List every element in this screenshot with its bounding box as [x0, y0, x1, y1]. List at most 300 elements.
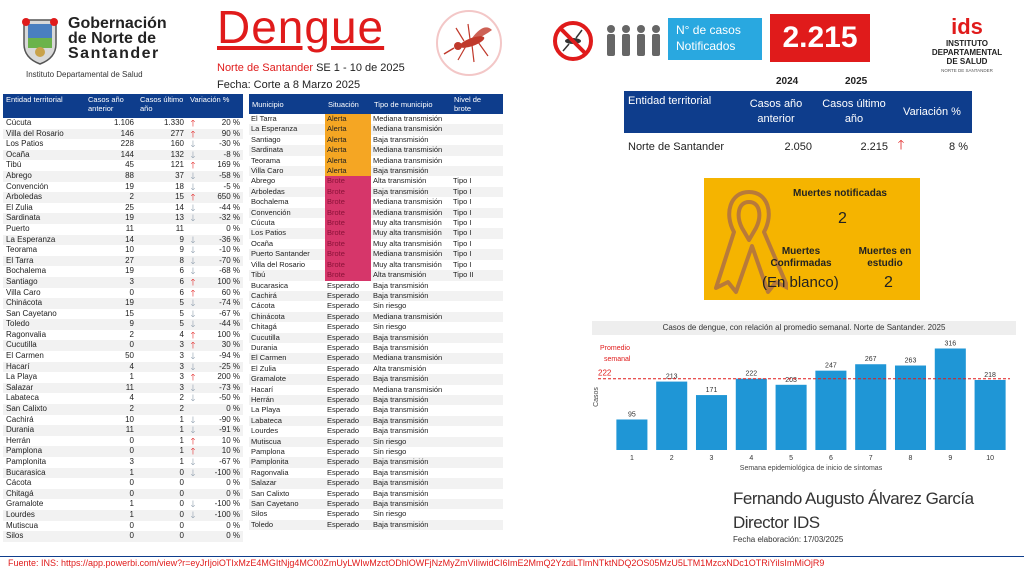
prev-cell: 27	[85, 256, 137, 267]
entity-cell: Mutiscua	[6, 520, 39, 530]
entity-cell: Convención	[6, 181, 49, 191]
table-row[interactable]	[3, 499, 243, 510]
table-row[interactable]	[249, 509, 503, 519]
table-row[interactable]	[249, 166, 503, 176]
tipo-cell: Mediana transmisión	[371, 208, 451, 218]
nivel-cell	[451, 509, 503, 519]
table-row[interactable]	[249, 447, 503, 457]
table-row[interactable]	[249, 499, 503, 509]
variation-cell: -8 %	[199, 150, 243, 161]
bar	[736, 379, 767, 450]
table-row[interactable]	[3, 404, 243, 415]
bar	[815, 371, 846, 450]
variation-cell: 20 %	[221, 118, 240, 127]
nivel-cell	[451, 301, 503, 311]
situacion-cell: Esperado	[327, 301, 360, 311]
nivel-cell	[451, 499, 503, 509]
municipio-cell: Puerto Santander	[249, 249, 325, 259]
municipio-cell: Tibú	[249, 270, 325, 280]
trend-down-icon: 🡓	[187, 213, 199, 224]
prev-cell: 14	[85, 235, 137, 246]
curr-cell: 3	[137, 383, 187, 394]
tipo-cell: Mediana transmisión	[371, 145, 451, 155]
situacion-cell: Esperado	[327, 488, 360, 498]
variation-cell: 90 %	[199, 129, 243, 140]
variation-cell: 0 %	[226, 223, 240, 233]
variation-cell: 30 %	[199, 340, 243, 351]
x-tick-label: 9	[948, 455, 953, 462]
x-tick-label: 7	[868, 455, 873, 462]
x-tick-label: 10	[986, 455, 994, 462]
municipio-cell: Toledo	[249, 520, 325, 530]
tipo-cell: Alta transmisión	[373, 176, 427, 186]
curr-cell: 0	[137, 489, 187, 500]
table-row[interactable]	[3, 139, 243, 150]
svg-text:ids: ids	[951, 14, 983, 39]
variation-cell: -36 %	[199, 235, 243, 246]
summary-prev: 2.050	[784, 141, 812, 153]
prev-cell: 19	[125, 181, 134, 191]
municipio-cell: Cachirá	[249, 291, 325, 301]
table-row[interactable]	[249, 312, 503, 322]
data-label: 213	[665, 373, 678, 381]
table-row[interactable]	[3, 245, 243, 256]
nivel-cell	[451, 364, 503, 374]
table-row[interactable]	[249, 156, 503, 166]
situacion-cell: Esperado	[325, 478, 371, 488]
table-row[interactable]	[249, 124, 503, 134]
entity-cell: Bochalema	[6, 266, 47, 276]
curr-cell: 37	[137, 171, 187, 182]
situacion-cell: Esperado	[327, 426, 360, 436]
curr-cell: 9	[179, 245, 184, 255]
entity-cell: Pamplonita	[6, 457, 47, 466]
table-row[interactable]	[3, 531, 243, 542]
summary-col-curr[interactable]: Casos último año	[816, 91, 892, 133]
prev-cell: 9	[85, 319, 137, 330]
table-row[interactable]	[249, 385, 503, 395]
table-row[interactable]	[3, 415, 243, 426]
table-row[interactable]	[3, 436, 243, 447]
curr-cell: 277	[137, 129, 187, 140]
table-row[interactable]	[249, 333, 503, 343]
situacion-cell: Esperado	[325, 395, 371, 405]
variation-cell: -67 %	[219, 457, 240, 466]
municipio-cell: La Esperanza	[249, 124, 325, 134]
table-row[interactable]	[249, 239, 503, 249]
table-row[interactable]	[3, 213, 243, 224]
table-row[interactable]	[249, 301, 503, 311]
table-row[interactable]	[3, 457, 243, 468]
situacion-cell: Esperado	[325, 499, 371, 509]
prev-cell: 228	[120, 139, 134, 149]
trend-down-icon: 🡓	[187, 171, 199, 182]
year-prev: 2024	[776, 76, 799, 87]
situacion-cell: Brote	[325, 270, 371, 280]
summary-col-prev[interactable]: Casos año anterior	[736, 91, 816, 133]
curr-cell: 1.330	[163, 118, 184, 127]
curr-cell: 0	[179, 478, 184, 488]
table-row[interactable]	[3, 489, 243, 500]
table-row[interactable]	[249, 405, 503, 415]
table-row[interactable]	[3, 182, 243, 193]
municipio-cell: El Carmen	[249, 353, 325, 363]
tipo-cell: Baja transmisión	[371, 499, 451, 509]
entity-cell: El Zulia	[6, 202, 33, 212]
table-row[interactable]	[249, 478, 503, 488]
curr-cell: 0	[179, 499, 184, 509]
table-row[interactable]	[249, 114, 503, 124]
table-row[interactable]	[3, 393, 243, 404]
trend-up-icon: 🡑	[897, 137, 905, 152]
municipio-cell: Chitagá	[251, 322, 277, 332]
table-row[interactable]	[3, 288, 243, 299]
data-label: 263	[904, 357, 917, 365]
table-row[interactable]	[3, 383, 243, 394]
situacion-cell: Alerta	[325, 145, 371, 155]
nivel-cell: Tipo I	[453, 218, 472, 228]
prev-cell: 19	[85, 213, 137, 224]
tipo-cell: Baja transmisión	[371, 374, 451, 384]
table-row[interactable]	[3, 298, 243, 309]
table-row[interactable]	[3, 266, 243, 277]
tipo-cell: Muy alta transmisión	[373, 218, 442, 228]
table-row[interactable]	[3, 171, 243, 182]
situacion-cell: Esperado	[327, 509, 360, 519]
table-row[interactable]	[249, 457, 503, 467]
average-value-label: 222	[598, 368, 612, 378]
curr-cell: 2	[179, 393, 184, 403]
trend-up-icon: 🡑	[190, 435, 196, 446]
table-row[interactable]	[3, 192, 243, 203]
curr-cell: 1	[179, 414, 184, 424]
trend-up-icon: 🡑	[187, 340, 199, 351]
variation-cell: 0 %	[226, 478, 240, 488]
deaths-study-label: Muertes en estudio	[858, 246, 912, 269]
prev-cell: 11	[85, 383, 137, 394]
curr-cell: 6	[137, 277, 187, 288]
nivel-cell	[451, 353, 503, 363]
table-row[interactable]	[3, 425, 243, 436]
variation-cell: 60 %	[221, 287, 240, 297]
year-curr: 2025	[845, 76, 868, 87]
curr-cell: 121	[170, 160, 184, 170]
entity-cell: Teorama	[6, 245, 38, 255]
prev-cell: 45	[125, 160, 134, 170]
deaths-notified-value: 2	[838, 210, 847, 227]
variation-cell: -94 %	[219, 351, 240, 361]
table-row[interactable]	[3, 330, 243, 341]
table-row[interactable]	[249, 416, 503, 426]
situacion-cell: Alerta	[325, 124, 371, 134]
table-row[interactable]	[3, 150, 243, 161]
table-row[interactable]	[3, 256, 243, 267]
entity-cell: Tibú	[6, 160, 22, 170]
tipo-cell: Baja transmisión	[371, 166, 451, 176]
table-row[interactable]	[3, 362, 243, 373]
table-row[interactable]	[249, 364, 503, 374]
variation-cell: -58 %	[199, 171, 243, 182]
tipo-cell: Baja transmisión	[373, 405, 429, 415]
x-tick-label: 2	[669, 455, 674, 462]
situacion-cell: Esperado	[325, 374, 371, 384]
nivel-cell: Tipo I	[451, 249, 503, 259]
col-municipio[interactable]: Municipio	[249, 94, 325, 114]
table-row[interactable]	[249, 520, 503, 530]
curr-cell: 6	[179, 287, 184, 297]
situacion-cell: Brote	[325, 218, 371, 228]
bar	[855, 364, 886, 450]
people-icon	[604, 24, 666, 58]
situacion-cell: Esperado	[325, 457, 371, 467]
situacion-cell: Alerta	[325, 166, 371, 176]
variation-cell: -44 %	[199, 319, 243, 330]
situacion-cell: Brote	[325, 260, 371, 270]
table-row[interactable]	[249, 135, 503, 145]
variation-cell: -67 %	[219, 308, 240, 318]
entity-cell: Labateca	[6, 393, 39, 403]
data-label: 95	[628, 411, 636, 419]
cases-value: 2.215	[770, 14, 870, 62]
municipio-cell: Convención	[249, 208, 325, 218]
summary-col-var[interactable]: Variación %	[892, 91, 972, 133]
prev-cell: 0	[85, 340, 137, 351]
bar	[975, 380, 1006, 450]
variation-cell: -32 %	[199, 213, 243, 224]
gobernacion-logo	[18, 14, 62, 66]
prev-cell: 0	[85, 489, 137, 500]
source-link[interactable]: Fuente: INS: https://app.powerbi.com/view?r=eyJrIjoiOTIxMzE4MGItNjg4MC00ZmUyLWIwMzctODhlOWFjNzMyZmViIiwidCI6ImE2MmQ2YzdiLTlmNTktNDQ2OS05MzU5LTM1MzcxNDc1OTRiYiIsImMiOjR9	[8, 558, 825, 568]
table-row[interactable]	[3, 372, 243, 383]
nivel-cell: Tipo II	[451, 270, 503, 280]
table-row[interactable]	[3, 521, 243, 532]
tipo-cell: Baja transmisión	[373, 488, 429, 498]
table-row[interactable]	[3, 118, 243, 129]
municipio-cell: Gramalote	[249, 374, 325, 384]
municipio-cell: Los Patios	[249, 228, 325, 238]
table-row[interactable]	[249, 343, 503, 353]
nivel-cell	[451, 447, 503, 457]
prev-cell: 144	[85, 150, 137, 161]
table-row[interactable]	[3, 277, 243, 288]
tipo-cell: Baja transmisión	[371, 395, 451, 405]
prev-cell: 146	[85, 129, 137, 140]
table-row[interactable]	[249, 260, 503, 270]
tipo-cell: Baja transmisión	[371, 291, 451, 301]
table-row[interactable]	[3, 478, 243, 489]
table-row[interactable]	[3, 309, 243, 320]
entity-cell: Durania	[3, 425, 85, 436]
situacion-cell: Esperado	[325, 520, 371, 530]
summary-row[interactable]	[624, 133, 972, 161]
trend-none	[187, 478, 199, 489]
table-row[interactable]	[249, 249, 503, 259]
municipio-cell: El Tarra	[251, 114, 277, 123]
table-row[interactable]	[3, 319, 243, 330]
tipo-cell: Sin riesgo	[373, 509, 407, 519]
prev-cell: 0	[85, 531, 137, 542]
table-row[interactable]	[3, 468, 243, 479]
table-row[interactable]	[3, 446, 243, 457]
entity-cell: Hacarí	[3, 362, 85, 373]
deaths-confirmed-label: Muertes Confirmadas	[770, 246, 832, 269]
prev-cell: 19	[85, 298, 137, 309]
table-row[interactable]	[249, 197, 503, 207]
no-mosquito-icon	[552, 20, 594, 62]
trend-none	[187, 489, 199, 500]
summary-col-entity[interactable]: Entidad territorial	[624, 91, 736, 133]
trend-down-icon: 🡓	[187, 468, 199, 479]
entity-cell: Santiago	[3, 277, 85, 288]
ids-logo-line1: INSTITUTO	[945, 39, 989, 48]
municipio-cell: Cúcuta	[251, 218, 275, 228]
trend-down-icon: 🡓	[190, 202, 196, 213]
nivel-cell	[451, 322, 503, 332]
situacion-cell: Esperado	[327, 280, 360, 290]
situacion-cell: Esperado	[327, 363, 360, 373]
col-entity[interactable]: Entidad territorial	[3, 94, 85, 118]
tipo-cell: Baja transmisión	[371, 478, 451, 488]
mosquito-icon	[434, 8, 504, 78]
table-row[interactable]	[249, 353, 503, 363]
municipio-cell: Ocaña	[251, 238, 274, 248]
situacion-cell: Esperado	[325, 333, 371, 343]
table-row[interactable]	[249, 468, 503, 478]
municipio-cell: San Calixto	[251, 488, 290, 498]
nivel-cell	[451, 489, 503, 499]
table-row[interactable]	[3, 510, 243, 521]
variation-cell: -10 %	[219, 245, 240, 255]
data-label: 247	[825, 362, 837, 370]
col-var[interactable]: Variación %	[187, 94, 243, 118]
tipo-cell: Baja transmisión	[373, 467, 429, 477]
entity-cell: Villa del Rosario	[3, 129, 85, 140]
curr-cell: 5	[179, 308, 184, 318]
table-row[interactable]	[249, 291, 503, 301]
tipo-cell: Mediana transmisión	[373, 197, 443, 207]
curr-cell: 0	[137, 531, 187, 542]
col-nivel[interactable]: Nivel de brote	[451, 94, 503, 114]
table-row[interactable]	[3, 340, 243, 351]
situacion-cell: Esperado	[327, 447, 360, 456]
curr-cell: 0	[179, 520, 184, 530]
prev-cell: 10	[125, 245, 134, 255]
variation-cell: 169 %	[217, 160, 240, 170]
entity-cell: La Esperanza	[3, 235, 85, 246]
table-row[interactable]	[3, 203, 243, 214]
trend-up-icon: 🡑	[190, 329, 196, 340]
curr-cell: 15	[137, 192, 187, 203]
trend-down-icon: 🡓	[190, 139, 196, 150]
table-row[interactable]	[3, 224, 243, 235]
prev-cell: 0	[129, 520, 134, 530]
prev-cell: 1	[129, 499, 134, 509]
trend-none	[187, 531, 199, 542]
summary-var: 8 %	[949, 141, 968, 153]
table-row[interactable]	[249, 395, 503, 405]
nivel-cell: Tipo I	[453, 238, 472, 248]
tipo-cell: Mediana transmisión	[371, 124, 451, 134]
table-row[interactable]	[249, 218, 503, 228]
y-axis-label: Casos	[593, 387, 600, 407]
table-row[interactable]	[249, 228, 503, 238]
tipo-cell: Alta transmisión	[371, 270, 451, 280]
table-row[interactable]	[249, 489, 503, 499]
trend-down-icon: 🡓	[190, 181, 196, 192]
nivel-cell	[451, 426, 503, 436]
entity-cell: Pamplona	[3, 446, 85, 457]
trend-down-icon: 🡓	[190, 245, 196, 256]
nivel-cell: Tipo I	[453, 259, 472, 269]
gobernacion-name: Gobernación de Norte de Santander	[68, 15, 167, 62]
table-row[interactable]	[249, 208, 503, 218]
table-row[interactable]	[249, 187, 503, 197]
table-row[interactable]	[3, 129, 243, 140]
tipo-cell: Muy alta transmisión	[373, 238, 442, 248]
curr-cell: 5	[137, 298, 187, 309]
municipio-cell: Lourdes	[251, 426, 279, 436]
prev-cell: 2	[129, 329, 134, 339]
nivel-cell	[451, 145, 503, 155]
table-row[interactable]	[249, 176, 503, 186]
table-row[interactable]	[249, 426, 503, 436]
tipo-cell: Baja transmisión	[371, 333, 451, 343]
variation-cell: -30 %	[219, 139, 240, 149]
table-row[interactable]	[249, 374, 503, 384]
col-situacion[interactable]: Situación	[325, 94, 371, 114]
curr-cell: 160	[170, 139, 184, 149]
table-row[interactable]	[249, 145, 503, 155]
table-row[interactable]	[249, 281, 503, 291]
variation-cell: -5 %	[223, 181, 240, 191]
situacion-cell: Brote	[325, 239, 371, 249]
table-row[interactable]	[3, 235, 243, 246]
table-row[interactable]	[249, 270, 503, 280]
page-title: Dengue	[217, 1, 385, 53]
trend-down-icon: 🡓	[190, 457, 196, 467]
summary-table	[624, 91, 972, 161]
col-tipo[interactable]: Tipo de municipio	[371, 94, 451, 114]
prev-cell: 0	[129, 478, 134, 488]
table-row[interactable]	[3, 351, 243, 362]
nivel-cell	[451, 374, 503, 384]
entity-cell: Los Patios	[6, 139, 44, 149]
table-row[interactable]	[249, 437, 503, 447]
variation-cell: 100 %	[199, 277, 243, 288]
variation-cell: 10 %	[221, 435, 240, 445]
col-prev[interactable]: Casos año anterior	[85, 94, 137, 118]
tipo-cell: Baja transmisión	[373, 134, 429, 144]
variation-cell: -70 %	[199, 256, 243, 267]
variation-cell: 0 %	[226, 520, 240, 530]
curr-cell: 11	[175, 223, 184, 233]
trend-none	[187, 404, 199, 415]
situacion-cell: Esperado	[325, 312, 371, 322]
prev-cell: 50	[125, 351, 134, 361]
entity-cell: La Playa	[6, 372, 38, 382]
nivel-cell	[451, 114, 503, 124]
situacion-cell: Alerta	[325, 114, 371, 124]
entity-cell: Arboledas	[3, 192, 85, 203]
col-curr[interactable]: Casos último año	[137, 94, 187, 118]
table-row[interactable]	[249, 322, 503, 332]
trend-down-icon: 🡓	[190, 351, 196, 362]
municipio-cell: Labateca	[249, 416, 325, 426]
entity-cell: Cucutilla	[3, 340, 85, 351]
curr-cell: 3	[137, 362, 187, 373]
trend-down-icon: 🡓	[190, 308, 196, 319]
table-row[interactable]	[3, 160, 243, 171]
